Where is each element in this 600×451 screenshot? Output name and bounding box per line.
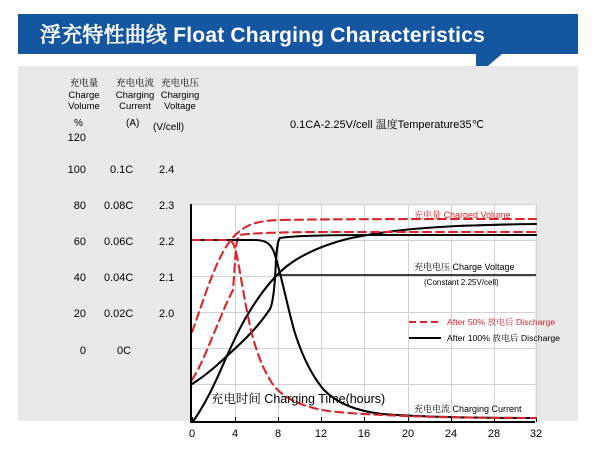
curve-volume-50pct [192,220,282,332]
annotation-charged-volume: 充电量 Charged Volume [414,210,511,220]
voltage-tick-24: 2.4 [159,164,175,176]
axis-header-voltage-cn: 充电电压 [160,78,199,89]
volume-tick-100: 100 [67,164,86,176]
axis-header-current-cn: 充电电流 [115,78,154,89]
axis-header-volume-cn: 充电量 [69,78,99,89]
current-tick-006C: 0.06C [104,236,134,248]
current-tick-002C: 0.02C [104,308,134,320]
annotation-charge-voltage: 充电电压 Charge Voltage [414,262,515,272]
legend [408,316,560,344]
legend-swatch-dashed-red [408,318,442,326]
voltage-tick-23: 2.3 [159,200,175,212]
axis-header-volume-en1: Charge [68,89,100,101]
xtick-label-16: 16 [357,428,371,440]
voltage-tick-21: 2.1 [159,272,175,284]
page-title: 浮充特性曲线 Float Charging Characteristics [40,24,485,47]
xtick-label-32: 32 [529,428,543,440]
current-tick-01C: 0.1C [110,164,134,176]
curve-voltage-100pct [192,235,536,384]
xtick-label-20: 20 [401,428,415,440]
xtick-label-24: 24 [444,428,458,440]
unit-voltage: (V/cell) [153,122,185,133]
xtick-label-0: 0 [188,428,196,440]
unit-current: (A) [126,118,140,129]
legend-label-100: After 100% 放电后 Discharge [447,333,560,343]
title-banner [18,14,578,54]
annotation-charging-current: 充电电流 Charging Current [414,404,522,414]
xtick-label-28: 28 [487,428,501,440]
x-axis-title: 充电时间 Charging Time(hours) [210,392,386,406]
condition-note: 0.1CA-2.25V/cell 温度Temperature35℃ [290,119,484,131]
current-tick-0C: 0C [117,345,132,357]
volume-tick-20: 20 [73,308,86,320]
voltage-tick-22: 2.2 [159,236,175,248]
axis-header-current-en1: Charging [115,89,155,101]
volume-tick-120: 120 [67,132,86,144]
current-tick-008C: 0.08C [104,200,134,212]
volume-tick-40: 40 [73,272,86,284]
axis-header-voltage-en1: Charging [160,89,200,101]
curve-voltage-50pct [192,232,536,380]
axis-header-current-en2: Current [119,101,151,112]
legend-item-100 [408,332,560,344]
axis-header-volume [56,78,112,113]
axis-header-voltage [154,78,206,113]
volume-tick-0: 0 [79,345,86,357]
unit-volume: % [74,118,83,129]
volume-tick-80: 80 [73,200,86,212]
xtick-label-12: 12 [314,428,328,440]
legend-item-50 [408,316,560,328]
legend-swatch-solid-black [408,334,442,342]
current-tick-004C: 0.04C [104,272,134,284]
xtick-label-4: 4 [231,428,239,440]
axis-header-voltage-en2: Voltage [164,101,196,112]
xtick-label-8: 8 [274,428,282,440]
volume-tick-60: 60 [73,236,86,248]
legend-label-50: After 50% 放电后 Discharge [447,317,556,327]
voltage-tick-20: 2.0 [159,308,175,320]
axis-header-volume-en2: Volume [68,101,100,112]
annotation-charge-voltage-sub: (Constant 2.25V/cell) [424,278,499,287]
chart-panel [18,66,578,440]
